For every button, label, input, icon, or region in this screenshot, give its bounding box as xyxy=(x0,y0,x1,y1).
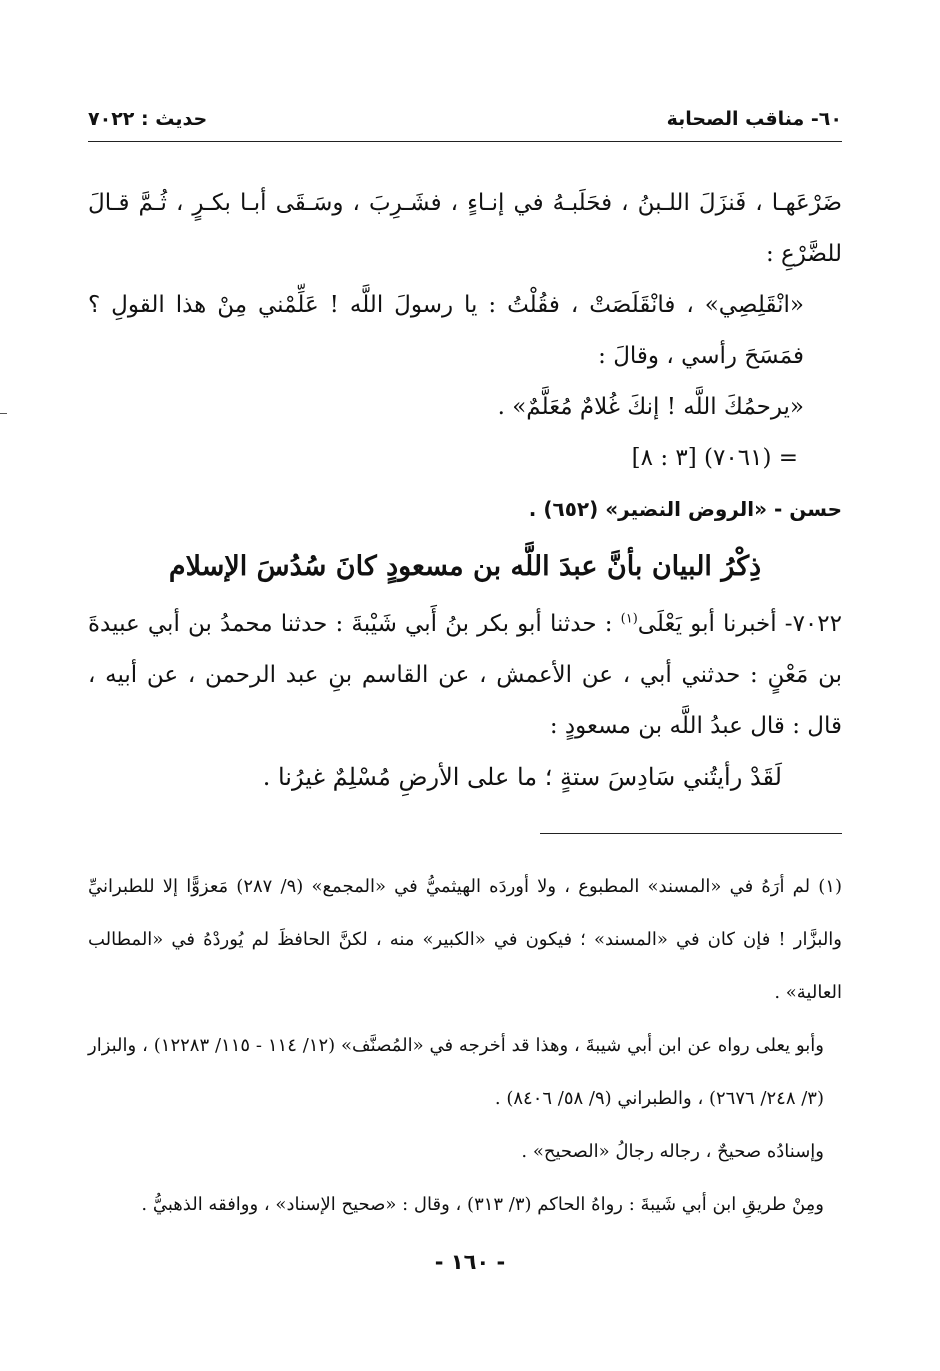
header-chapter-title: ٦٠- مناقب الصحابة xyxy=(666,108,842,130)
footnote-2: وأبو يعلى رواه عن ابن أبي شيبةَ ، وهذا قد أخرجه في «المُصنَّف» (١٢/ ١١٤ - ١١٥/ ١٢٢٨٣) ، والبزار (٣/ ٢٤٨/ ٢٦٧٦) ، والطبراني (٩/ ٥٨/ ٨٤٠٦) . xyxy=(88,1035,824,1109)
hadith-grading: حسن - «الروض النضير» (٦٥٢) . xyxy=(528,497,842,521)
header-rule xyxy=(88,141,842,142)
prophet-quote: «يرحمُكَ اللَّه ! إنكَ غُلامٌ مُعَلَّمٌ» . xyxy=(497,394,804,420)
footnote-1: (١) لم أرَهُ في «المسند» المطبوع ، ولا أوردَه الهيثميُّ في «المجمع» (٩/ ٢٨٧) مَعزوًّا إلا للطبرانيِّ والبزَّار ! فإن كان في «المسند» ؛ فيكون في «الكبير» منه ، لكنَّ الحافظَ لم يُوردْهُ في «المطالب العالية» . xyxy=(88,876,842,1003)
footnote-separator xyxy=(540,833,842,834)
hadith-isnad xyxy=(88,599,842,752)
section-title: ذِكْرُ البيان بأنَّ عبدَ اللَّه بن مسعودٍ كانَ سُدُسَ الإسلام xyxy=(168,551,762,582)
footnotes xyxy=(88,860,842,1231)
equivalence-reference: = (٧٠٦١) [٣ : ٨] xyxy=(631,445,798,471)
hadith-matn: لَقَدْ رأيتُني سَادِسَ ستةٍ ؛ ما على الأرضِ مُسْلِمٌ غيرُنا . xyxy=(262,763,782,791)
footnote-marker: (١) xyxy=(620,611,638,627)
body-paragraph-2: «انْقَلِصِي» ، فانْقَلَصَتْ ، فقُلْتُ : يا رسولَ اللَّه ! عَلِّمْني مِنْ هذا القولِ ؟ فمَسَحَ رأسي ، وقالَ : xyxy=(88,292,804,369)
main-text xyxy=(88,178,842,803)
footnote-3: وإسنادُه صحيحٌ ، رجاله رجالُ «الصحيح» . xyxy=(521,1141,824,1162)
isnad-start: ٧٠٢٢- أخبرنا أبو يَعْلَى xyxy=(637,611,842,637)
isnad-rest: : حدثنا أبو بكر بنُ أَبي شَيْبةَ : حدثنا محمدُ بن أبي عبيدةَ بن مَعْنٍ : حدثني أبي ، عن الأعمش ، عن القاسم بنِ عبد الرحمن ، عن أبيه ، قال : قال عبدُ اللَّه بن مسعودٍ : xyxy=(88,611,842,739)
page-number: - ١٦٠ - xyxy=(434,1250,506,1274)
margin-tick-mark xyxy=(0,413,7,414)
header-hadith-number: حديث : ٧٠٢٢ xyxy=(88,108,208,130)
running-header xyxy=(88,104,842,134)
footnote-4: ومِنْ طريقِ ابن أبي شَيبةَ : رواهُ الحاكم (٣/ ٣١٣) ، وقال : «صحيح الإسناد» ، ووافقه الذهبيُّ . xyxy=(141,1194,824,1215)
body-paragraph-1: ضَرْعَهـا ، فَنزَلَ اللـبنُ ، فحَلَبـهُ في إنـاءٍ ، فشَـرِبَ ، وسَـقَى أبـا بكـرٍ ، ثُـمَّ قـالَ للضَّرْعِ : xyxy=(88,190,842,267)
